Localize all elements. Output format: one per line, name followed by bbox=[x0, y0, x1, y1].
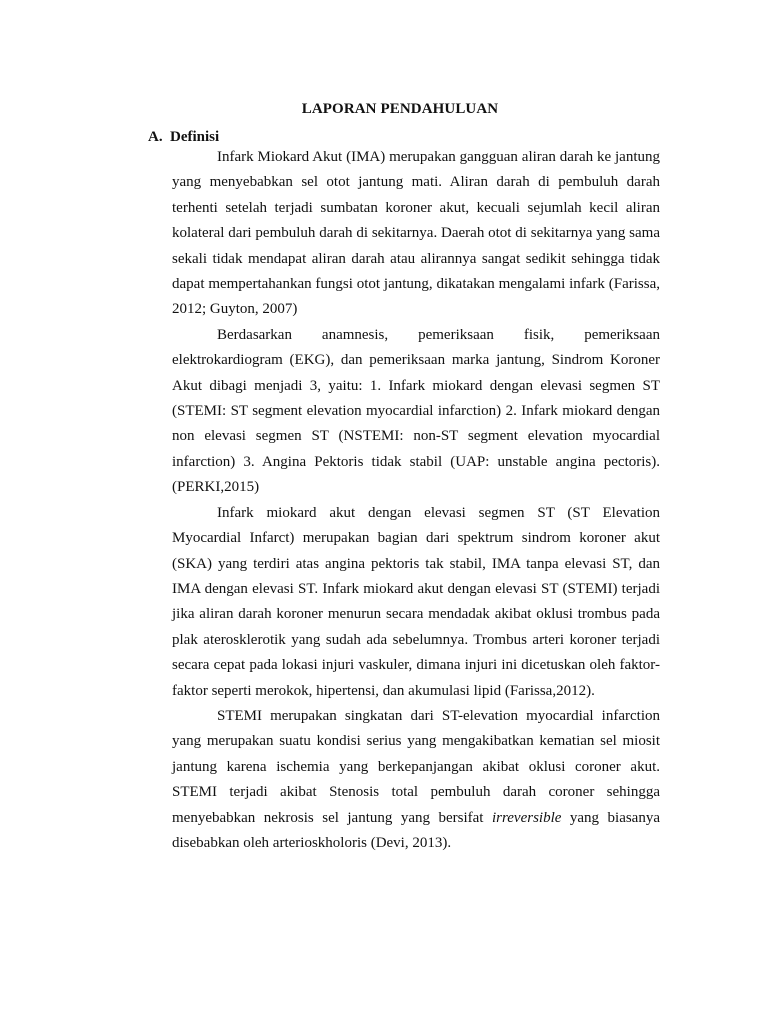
section-heading bbox=[148, 129, 219, 146]
paragraph-4-italic-term: irreversible bbox=[491, 809, 562, 826]
paragraph-4-text-after: yang biasanya disebabkan oleh arterioskholoris (Devi, 2013). bbox=[172, 809, 660, 851]
paragraph-3: Infark miokard akut dengan elevasi segmen ST (ST Elevation Myocardial Infarct) merupakan bagian dari spektrum sindrom koroner akut (SKA) yang terdiri atas angina pektoris tak stabil, IMA tanpa elevasi ST, dan IMA dengan elevasi ST. Infark miokard akut dengan elevasi ST (STEMI) terjadi jika aliran darah koroner menurun secara mendadak akibat oklusi trombus pada plak aterosklerotik yang sudah ada sebelumnya. Trombus arteri koroner terjadi secara cepat pada lokasi injuri vaskuler, dimana injuri ini dicetuskan oleh faktor-faktor seperti merokok, hipertensi, dan akumulasi lipid (Farissa,2012). bbox=[172, 504, 660, 699]
section-title: Definisi bbox=[170, 129, 220, 145]
section-number: A. bbox=[148, 129, 163, 145]
paragraph-2: Berdasarkan anamnesis, pemeriksaan fisik, pemeriksaan elektrokardiogram (EKG), dan pemeriksaan marka jantung, Sindrom Koroner Akut dibagi menjadi 3, yaitu: 1. Infark miokard dengan elevasi segmen ST (STEMI: ST segment elevation myocardial infarction) 2. Infark miokard dengan non elevasi segmen ST (NSTEMI: non-ST segment elevation myocardial infarction) 3. Angina Pektoris tidak stabil (UAP: unstable angina pectoris). (PERKI,2015) bbox=[172, 326, 660, 496]
paragraph-4-text-before: STEMI merupakan singkatan dari ST-elevation myocardial infarction yang merupakan suatu kondisi serius yang mengakibatkan kematian sel miosit jantung karena ischemia yang berkepanjangan akibat oklusi coroner akut. STEMI terjadi akibat Stenosis total pembuluh darah coroner sehingga menyebabkan nekrosis sel jantung yang bersifat bbox=[172, 707, 660, 826]
paragraph-4 bbox=[172, 704, 660, 856]
page-title: LAPORAN PENDAHULUAN bbox=[301, 101, 499, 117]
section-body bbox=[172, 145, 660, 856]
paragraph-1: Infark Miokard Akut (IMA) merupakan gangguan aliran darah ke jantung yang menyebabkan sel otot jantung mati. Aliran darah di pembuluh darah terhenti setelah terjadi sumbatan koroner akut, kecuali sejumlah kecil aliran kolateral dari pembuluh darah di sekitarnya. Daerah otot di sekitarnya yang sama sekali tidak mendapat aliran darah atau alirannya sangat sedikit sehingga tidak dapat mempertahankan fungsi otot jantung, dikatakan mengalami infark (Farissa, 2012; Guyton, 2007) bbox=[172, 149, 660, 318]
